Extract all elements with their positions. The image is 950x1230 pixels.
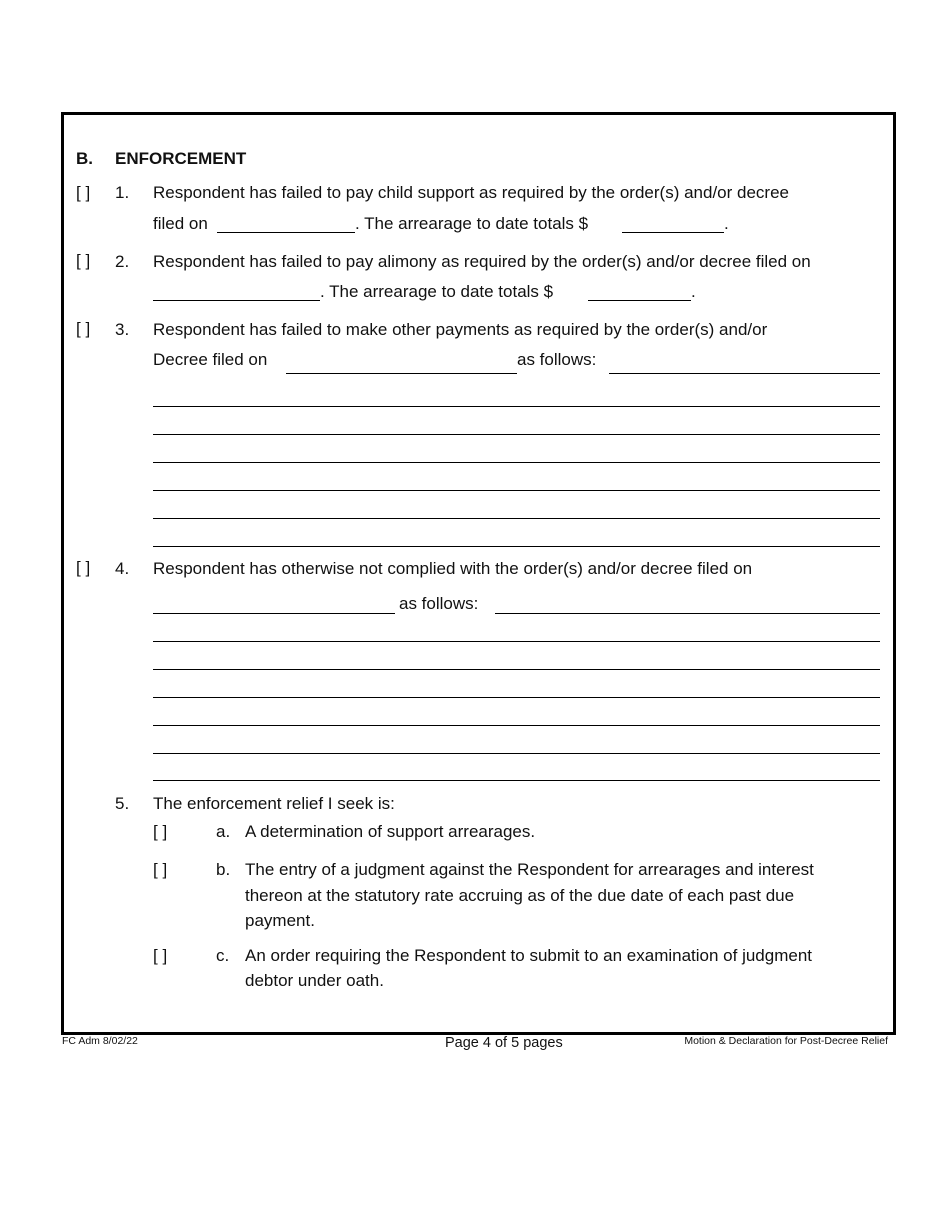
item4-date-field[interactable] bbox=[153, 613, 395, 614]
option-a-checkbox[interactable]: [ ] bbox=[153, 822, 168, 841]
option-b-text-line2: thereon at the statutory rate accruing as of the due date of each past due bbox=[245, 886, 795, 905]
section-title: ENFORCEMENT bbox=[115, 149, 247, 168]
item3-as-follows-label: as follows: bbox=[517, 350, 597, 369]
footer-form-id: FC Adm 8/02/22 bbox=[62, 1035, 138, 1047]
item3-details-line[interactable] bbox=[153, 406, 880, 407]
item4-checkbox[interactable]: [ ] bbox=[76, 558, 91, 577]
item3-text: Respondent has failed to make other payments as required by the order(s) and/or bbox=[153, 320, 768, 339]
item1-date-field[interactable] bbox=[217, 232, 355, 233]
item4-as-follows-label: as follows: bbox=[399, 594, 479, 613]
item3-filed-on-label: Decree filed on bbox=[153, 350, 268, 369]
item3-details-line[interactable] bbox=[153, 518, 880, 519]
item1-checkbox[interactable]: [ ] bbox=[76, 183, 91, 202]
item2-checkbox[interactable]: [ ] bbox=[76, 251, 91, 270]
item1-period: . bbox=[724, 214, 729, 233]
footer-page-number: Page 4 of 5 pages bbox=[445, 1035, 563, 1051]
item2-date-field[interactable] bbox=[153, 300, 320, 301]
item4-details-line[interactable] bbox=[153, 753, 880, 754]
option-c-letter: c. bbox=[216, 946, 230, 965]
option-c-checkbox[interactable]: [ ] bbox=[153, 946, 168, 965]
item3-number: 3. bbox=[115, 320, 130, 339]
item2-text: Respondent has failed to pay alimony as required by the order(s) and/or decree filed on bbox=[153, 252, 811, 271]
item4-details-line[interactable] bbox=[153, 780, 880, 781]
item4-details-field[interactable] bbox=[495, 613, 880, 614]
item4-details-line[interactable] bbox=[153, 697, 880, 698]
item2-amount-field[interactable] bbox=[588, 300, 691, 301]
item2-number: 2. bbox=[115, 252, 130, 271]
item3-details-line[interactable] bbox=[153, 546, 880, 547]
item3-details-field[interactable] bbox=[609, 373, 880, 374]
item3-details-line[interactable] bbox=[153, 462, 880, 463]
item1-amount-field[interactable] bbox=[622, 232, 724, 233]
item4-details-line[interactable] bbox=[153, 725, 880, 726]
item4-details-line[interactable] bbox=[153, 669, 880, 670]
item3-date-field[interactable] bbox=[286, 373, 517, 374]
option-c-text-line2: debtor under oath. bbox=[245, 971, 384, 990]
option-b-text-line1: The entry of a judgment against the Respondent for arrearages and interest bbox=[245, 860, 814, 879]
item4-text: Respondent has otherwise not complied with the order(s) and/or decree filed on bbox=[153, 559, 753, 578]
option-b-checkbox[interactable]: [ ] bbox=[153, 860, 168, 879]
option-a-text: A determination of support arrearages. bbox=[245, 822, 536, 841]
item1-text: Respondent has failed to pay child support as required by the order(s) and/or decree bbox=[153, 183, 789, 202]
item2-period: . bbox=[691, 282, 696, 301]
item3-details-line[interactable] bbox=[153, 490, 880, 491]
footer-form-title: Motion & Declaration for Post-Decree Relief bbox=[684, 1035, 888, 1047]
option-a-letter: a. bbox=[216, 822, 231, 841]
item5-number: 5. bbox=[115, 794, 130, 813]
item4-details-line[interactable] bbox=[153, 641, 880, 642]
item2-arrearage-label: . The arrearage to date totals $ bbox=[320, 282, 554, 301]
item3-details-line[interactable] bbox=[153, 434, 880, 435]
item1-filed-on-label: filed on bbox=[153, 214, 208, 233]
item3-checkbox[interactable]: [ ] bbox=[76, 319, 91, 338]
item5-intro: The enforcement relief I seek is: bbox=[153, 794, 395, 813]
item4-number: 4. bbox=[115, 559, 130, 578]
section-letter: B. bbox=[76, 149, 93, 168]
item1-number: 1. bbox=[115, 183, 130, 202]
item1-arrearage-label: . The arrearage to date totals $ bbox=[355, 214, 589, 233]
option-b-letter: b. bbox=[216, 860, 231, 879]
option-b-text-line3: payment. bbox=[245, 911, 315, 930]
option-c-text-line1: An order requiring the Respondent to submit to an examination of judgment bbox=[245, 946, 813, 965]
